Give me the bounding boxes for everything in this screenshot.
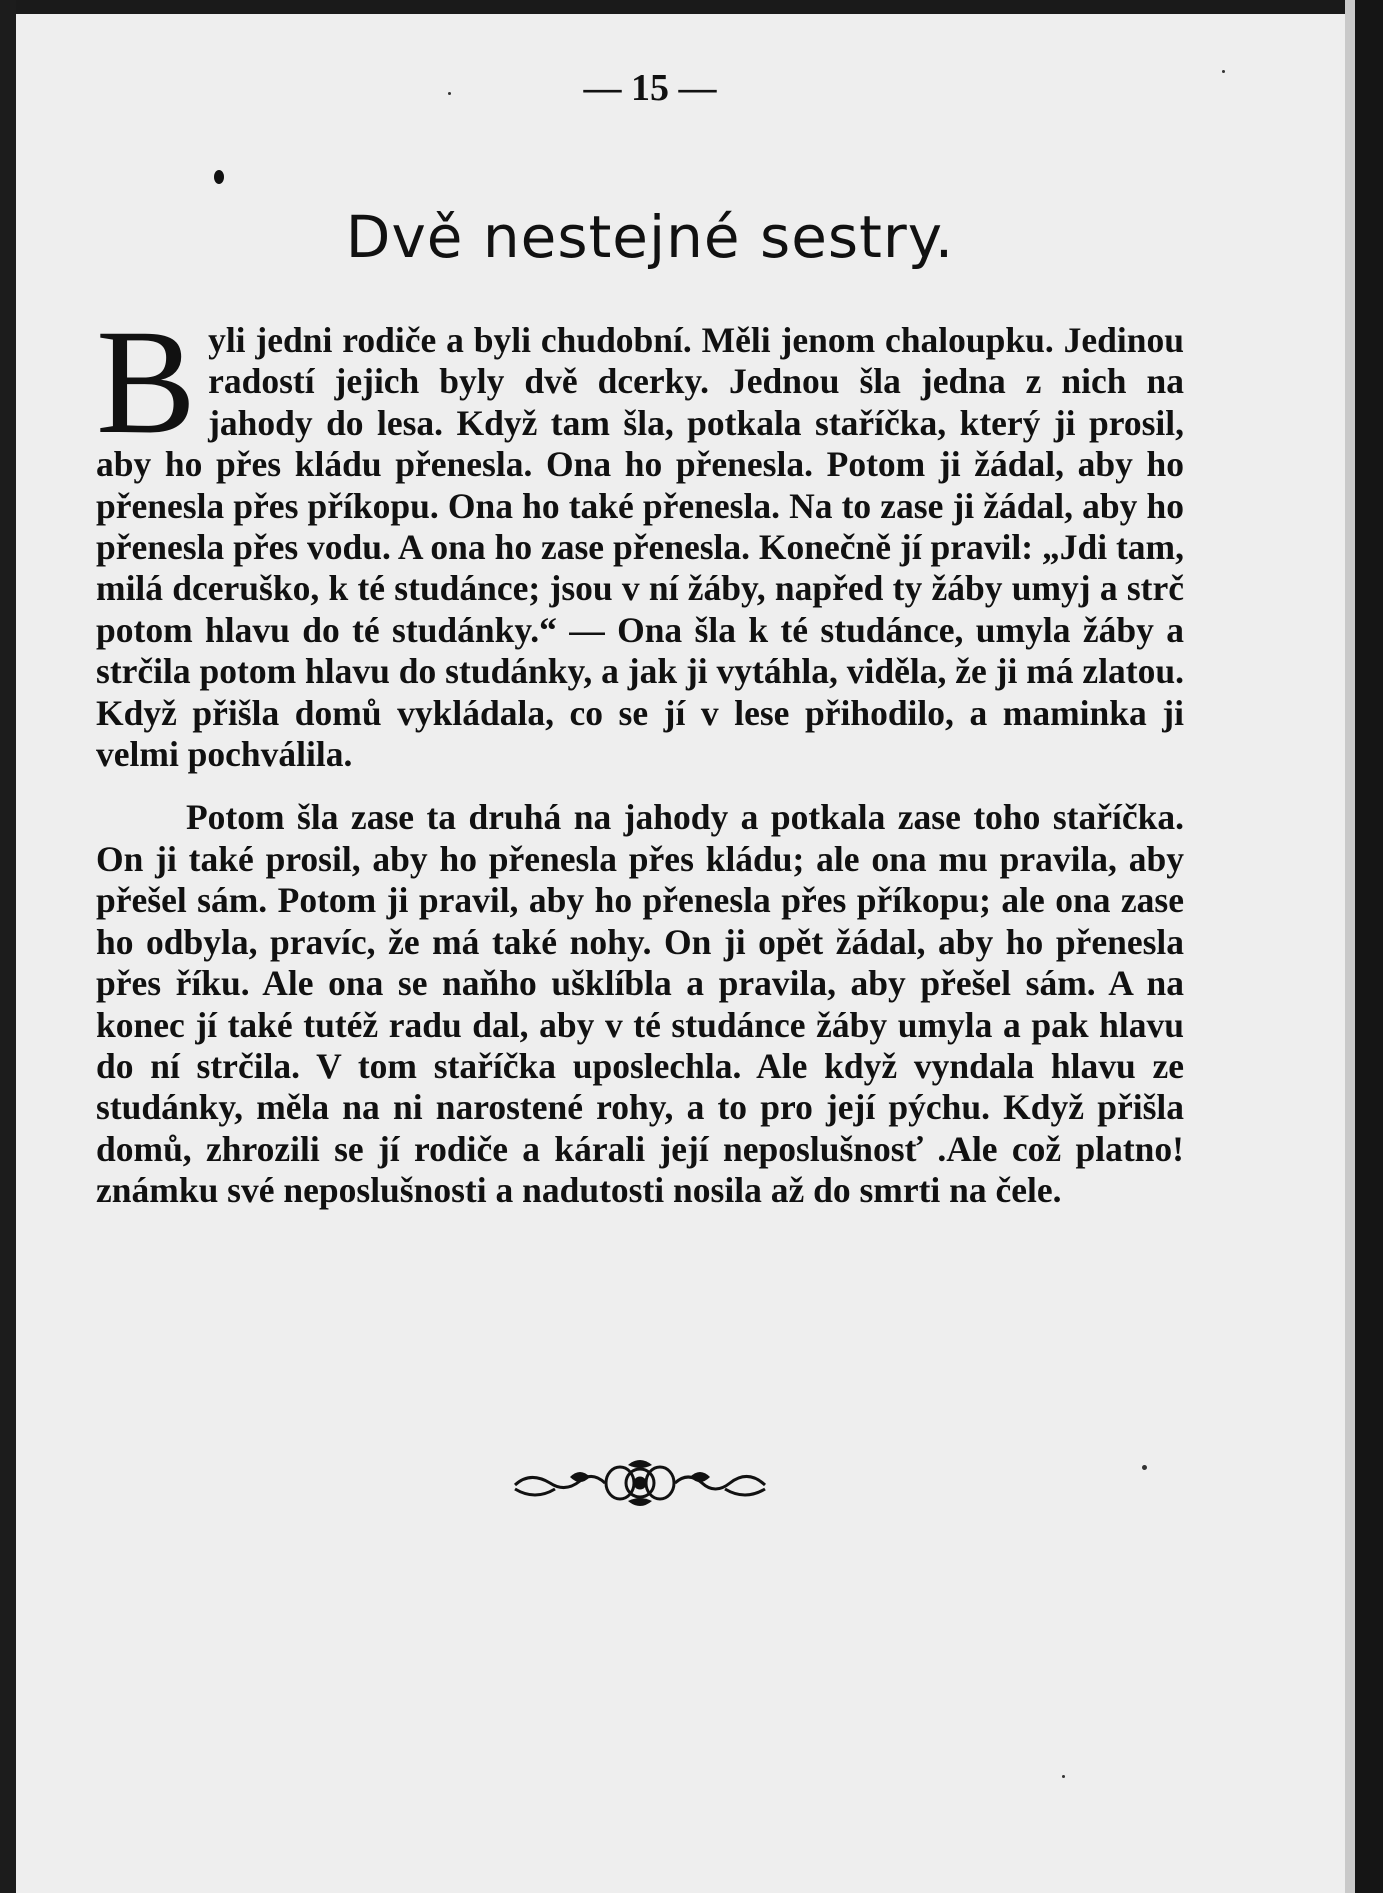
ink-speck bbox=[1222, 70, 1225, 73]
scan-border-left bbox=[0, 0, 16, 1893]
story-text bbox=[96, 299, 1184, 1212]
drop-cap: B bbox=[96, 299, 197, 465]
ink-speck bbox=[1142, 1465, 1147, 1470]
page-edge-shadow bbox=[1345, 0, 1355, 1893]
scan-border-right bbox=[1355, 0, 1383, 1893]
page-number: — 15 — bbox=[583, 67, 717, 109]
floral-ornament-icon bbox=[510, 1453, 770, 1513]
paragraph-1-text: yli jedni rodiče a byli chudobní. Měli jenom chaloupku. Jedinou radostí jejich byly dvě dcerky. Jednou šla jedna z nich na jahody do lesa. Když tam šla, potkala staříčka, který ji prosil, aby ho přes kládu přenesla. Ona ho přenesla. Potom ji žádal, aby ho přenesla přes příkopu. Ona ho také přenesla. Na to zase ji žádal, aby ho přenesla přes vodu. A ona ho zase přenesla. Konečně jí pravil: „Jdi tam, milá dceruško, k té studánce; jsou v ní žáby, napřed ty žáby umyj a strč potom hlavu do té studánky.“ — Ona šla k té studánce, umyla žáby a strčila potom hlavu do studánky, a jak ji vytáhla, viděla, že ji má zlatou. Když přišla domů vykládala, co se jí v lese přihodilo, a maminka ji velmi pochválila. bbox=[96, 320, 1184, 775]
ink-speck bbox=[448, 92, 451, 95]
paragraph-1 bbox=[96, 299, 1184, 775]
paragraph-2: Potom šla zase ta druhá na jahody a potkala zase toho staříčka. On ji také prosil, aby ho přenesla přes kládu; ale ona mu pravila, aby přešel sám. Potom ji pravil, aby ho přenesla přes příkopu; ale ona zase ho odbyla, pravíc, že má také nohy. On ji opět žádal, aby ho přenesla přes říku. Ale ona se naňho ušklíbla a pravila, aby přešel sám. A na konec jí také tutéž radu dal, aby v té studánce žáby umyla a pak hlavu do ní strčila. V tom staříčka uposlechla. Ale když vyndala hlavu ze studánky, měla na ni narostené rohy, a to pro její pýchu. Když přišla domů, zhrozili se jí rodiče a kárali její neposlušnosť .Ale což platno! známku své neposlušnosti a nadutosti nosila až do smrti na čele. bbox=[96, 797, 1184, 1211]
scan-border-top bbox=[0, 0, 1383, 14]
ink-speck bbox=[214, 170, 224, 184]
ink-speck bbox=[1062, 1775, 1065, 1778]
chapter-title: Dvě nestejné sestry. bbox=[345, 203, 955, 271]
